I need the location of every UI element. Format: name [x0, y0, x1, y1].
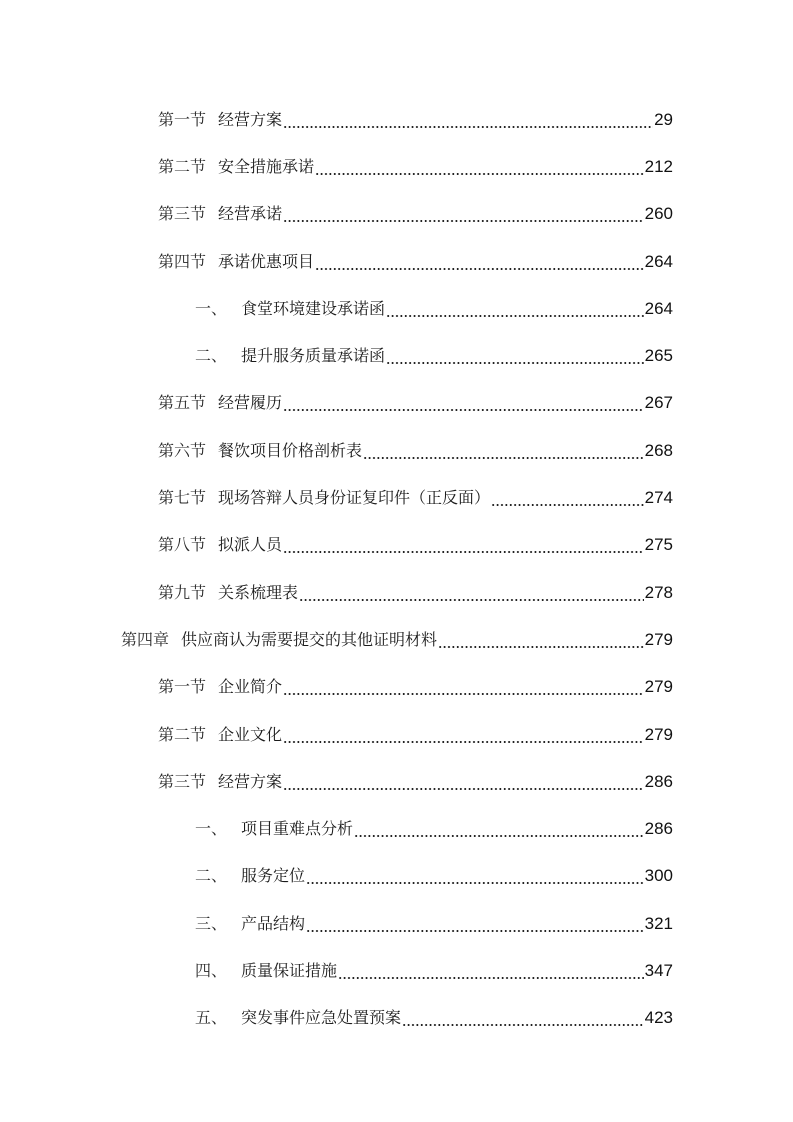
dot-leader [283, 110, 653, 130]
toc-entry[interactable] [0, 947, 793, 994]
toc-entry-title: 企业文化 [218, 724, 283, 744]
toc-entry-number: 三、 [195, 913, 228, 933]
toc-entry-title: 现场答辩人员身份证复印件（正反面） [218, 488, 491, 508]
toc-entry-number: 第七节 [158, 488, 207, 508]
dot-leader [283, 772, 644, 792]
toc-entry[interactable] [0, 853, 793, 900]
dot-leader [283, 725, 644, 745]
dot-leader [283, 204, 644, 224]
toc-entry-title: 经营履历 [218, 393, 283, 413]
toc-entry-number: 第六节 [158, 440, 207, 460]
toc-entry[interactable] [0, 143, 793, 190]
toc-entry-title: 关系梳理表 [218, 582, 299, 602]
dot-leader [363, 441, 644, 461]
toc-entry[interactable] [0, 96, 793, 143]
toc-entry-title: 供应商认为需要提交的其他证明材料 [181, 629, 438, 649]
toc-entry-page: 278 [644, 582, 673, 602]
toc-entry-page: 29 [654, 109, 673, 129]
toc-entry-number: 四、 [195, 960, 228, 980]
toc-entry[interactable] [0, 191, 793, 238]
toc-entry[interactable] [0, 805, 793, 852]
toc-entry-title: 经营承诺 [218, 204, 283, 224]
dot-leader [386, 299, 644, 319]
dot-leader [299, 583, 644, 603]
toc-entry-number: 第四章 [121, 629, 170, 649]
toc-entry-page: 265 [644, 346, 673, 366]
toc-entry-title: 质量保证措施 [241, 960, 338, 980]
toc-entry-number: 第一节 [158, 677, 207, 697]
toc-entry-title: 承诺优惠项目 [218, 251, 315, 271]
dot-leader [438, 630, 644, 650]
dot-leader [306, 866, 644, 886]
toc-entry-number: 第三节 [158, 771, 207, 791]
toc-entry-page: 300 [644, 866, 673, 886]
toc-entry-page: 347 [644, 960, 673, 980]
toc-entry-number: 二、 [195, 346, 228, 366]
table-of-contents [0, 96, 793, 1042]
dot-leader [283, 677, 644, 697]
toc-entry-page: 321 [644, 913, 673, 933]
toc-entry[interactable] [0, 900, 793, 947]
toc-entry-page: 260 [644, 204, 673, 224]
toc-entry-number: 五、 [195, 1008, 228, 1028]
toc-entry-title: 安全措施承诺 [218, 156, 315, 176]
toc-entry-number: 第九节 [158, 582, 207, 602]
toc-entry-page: 274 [644, 488, 673, 508]
dot-leader [283, 535, 644, 555]
toc-entry-page: 267 [644, 393, 673, 413]
toc-entry[interactable] [0, 238, 793, 285]
toc-entry-page: 275 [644, 535, 673, 555]
toc-entry-page: 286 [644, 771, 673, 791]
toc-entry-number: 第三节 [158, 204, 207, 224]
toc-entry-page: 279 [644, 629, 673, 649]
toc-entry-page: 264 [644, 298, 673, 318]
toc-entry[interactable] [0, 711, 793, 758]
toc-entry-title: 项目重难点分析 [241, 819, 354, 839]
toc-entry[interactable] [0, 332, 793, 379]
toc-entry-title: 拟派人员 [218, 535, 283, 555]
toc-entry-title: 突发事件应急处置预案 [241, 1008, 402, 1028]
toc-entry-page: 212 [644, 156, 673, 176]
toc-entry-number: 一、 [195, 819, 228, 839]
toc-chapter-entry[interactable] [0, 616, 793, 663]
toc-entry[interactable] [0, 474, 793, 521]
dot-leader [306, 914, 644, 934]
toc-entry-number: 第二节 [158, 724, 207, 744]
dot-leader [491, 488, 644, 508]
toc-entry-title: 提升服务质量承诺函 [241, 346, 386, 366]
dot-leader [402, 1008, 644, 1028]
toc-entry-number: 第四节 [158, 251, 207, 271]
toc-entry[interactable] [0, 522, 793, 569]
toc-entry-title: 经营方案 [218, 771, 283, 791]
dot-leader [386, 346, 644, 366]
toc-entry[interactable] [0, 569, 793, 616]
toc-entry-title: 服务定位 [241, 866, 306, 886]
toc-entry[interactable] [0, 995, 793, 1042]
toc-entry[interactable] [0, 664, 793, 711]
toc-entry-page: 264 [644, 251, 673, 271]
toc-entry[interactable] [0, 427, 793, 474]
toc-entry-page: 279 [644, 724, 673, 744]
toc-entry-number: 第八节 [158, 535, 207, 555]
dot-leader [315, 252, 644, 272]
toc-entry-number: 二、 [195, 866, 228, 886]
toc-entry-title: 食堂环境建设承诺函 [241, 298, 386, 318]
dot-leader [283, 393, 644, 413]
toc-entry-page: 423 [644, 1008, 673, 1028]
toc-entry-page: 286 [644, 819, 673, 839]
dot-leader [354, 819, 644, 839]
toc-entry-title: 经营方案 [218, 109, 283, 129]
toc-entry-number: 第五节 [158, 393, 207, 413]
toc-entry-page: 268 [644, 440, 673, 460]
toc-entry[interactable] [0, 285, 793, 332]
toc-entry-number: 第二节 [158, 156, 207, 176]
toc-entry-number: 一、 [195, 298, 228, 318]
toc-entry-page: 279 [644, 677, 673, 697]
toc-entry-title: 产品结构 [241, 913, 306, 933]
toc-entry-title: 餐饮项目价格剖析表 [218, 440, 363, 460]
toc-entry-number: 第一节 [158, 109, 207, 129]
dot-leader [315, 157, 644, 177]
dot-leader [338, 961, 644, 981]
toc-entry[interactable] [0, 380, 793, 427]
toc-entry-title: 企业简介 [218, 677, 283, 697]
toc-entry[interactable] [0, 758, 793, 805]
